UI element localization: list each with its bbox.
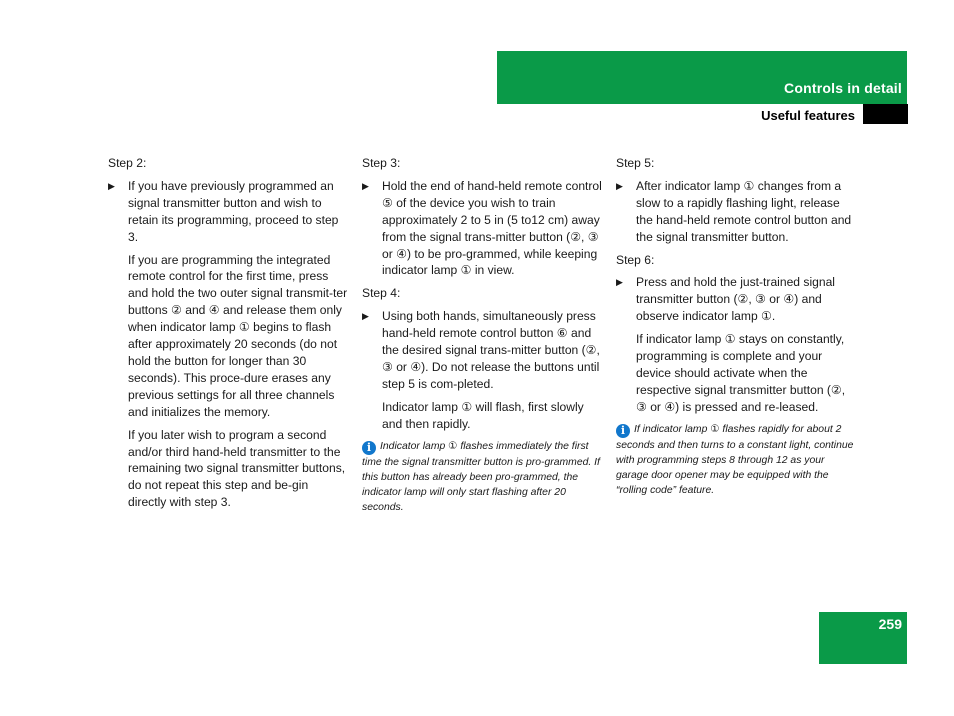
section-title: Controls in detail [784, 80, 902, 96]
section-subtitle: Useful features [761, 108, 855, 123]
bullet-arrow-icon: ▶ [616, 277, 623, 288]
column-step-2 [108, 155, 348, 517]
step-6-bullet-text: Press and hold the just-trained signal transmitter button (②, ③ or ④) and observe indicator lamp ①. [636, 275, 835, 324]
step-2-bullet-text: If you have previously programmed an signal transmitter button and wish to retain its programming, proceed to step 3. [128, 178, 339, 244]
info-note-text: Indicator lamp ① flashes immediately the first time the signal transmitter button is pro-grammed. If this button has already been pro-grammed, the indicator lamp will only start flashing after 20 seconds. [362, 440, 600, 513]
column-steps-5-6 [616, 155, 858, 498]
info-note-text: If indicator lamp ① flashes rapidly for about 2 seconds and then turns to a constant light, continue with programming steps 8 through 12 as your garage door opener may be equipped with the “rolling code” feature. [616, 423, 854, 496]
info-icon: i [362, 441, 376, 455]
step-4-bullet [362, 308, 602, 393]
step-2-heading: Step 2: [108, 156, 147, 170]
bullet-arrow-icon: ▶ [616, 180, 623, 191]
page-number: 259 [878, 616, 902, 632]
header-black-tab [863, 104, 908, 124]
step-6-bullet [616, 274, 858, 325]
step-4-heading: Step 4: [362, 286, 401, 301]
bullet-arrow-icon: ▶ [108, 180, 115, 191]
step-2-bullet [108, 178, 348, 246]
step-2-paragraph-later: If you later wish to program a second and/or third hand-held transmitter to the remaining two signal transmitter buttons, do not repeat this step and be-gin directly with step 3. [128, 427, 346, 510]
step-5-bullet-text: After indicator lamp ① changes from a slow to a rapidly flashing light, release the hand-held remote control button and the signal transmitter button. [636, 178, 852, 244]
step-4-paragraph: Indicator lamp ① will flash, first slowly and then rapidly. [382, 399, 584, 431]
step-4-bullet-text: Using both hands, simultaneously press hand-held remote control button ⑥ and the desired signal trans-mitter button (②, ③ or ④). Do not release the buttons until step 5 is com-pleted. [382, 309, 600, 391]
step-3-heading: Step 3: [362, 156, 401, 170]
bullet-arrow-icon: ▶ [362, 180, 369, 191]
header-green-bar [497, 51, 907, 104]
info-note-step-4 [362, 439, 602, 515]
step-3-bullet-text: Hold the end of hand-held remote control ⑤ of the device you wish to train approximately 2 to 5 in (5 to12 cm) away from the signal trans-mitter button (②, ③ or ④) to be pro-grammed, while keeping indicator lamp ① in view. [382, 178, 602, 278]
step-5-heading: Step 5: [616, 156, 655, 170]
info-note-step-6 [616, 422, 858, 498]
step-6-heading: Step 6: [616, 252, 655, 267]
step-3-bullet [362, 178, 602, 279]
info-icon: i [616, 424, 630, 438]
bullet-arrow-icon: ▶ [362, 311, 369, 322]
column-steps-3-4 [362, 155, 602, 515]
step-6-paragraph: If indicator lamp ① stays on constantly, programming is complete and your device should activate when the respective signal transmitter button (②, ③ or ④) is pressed and re-leased. [636, 332, 846, 414]
step-2-paragraph-first-time: If you are programming the integrated remote control for the first time, press and hold the two outer signal transmit-ter buttons ② and ④ and release them only when indicator lamp ① begins to flash after approximately 20 seconds (do not hold the button for longer than 30 seconds). This proce-dure erases any previous settings for all three channels and initializes the memory. [128, 252, 348, 419]
step-5-bullet [616, 178, 858, 246]
